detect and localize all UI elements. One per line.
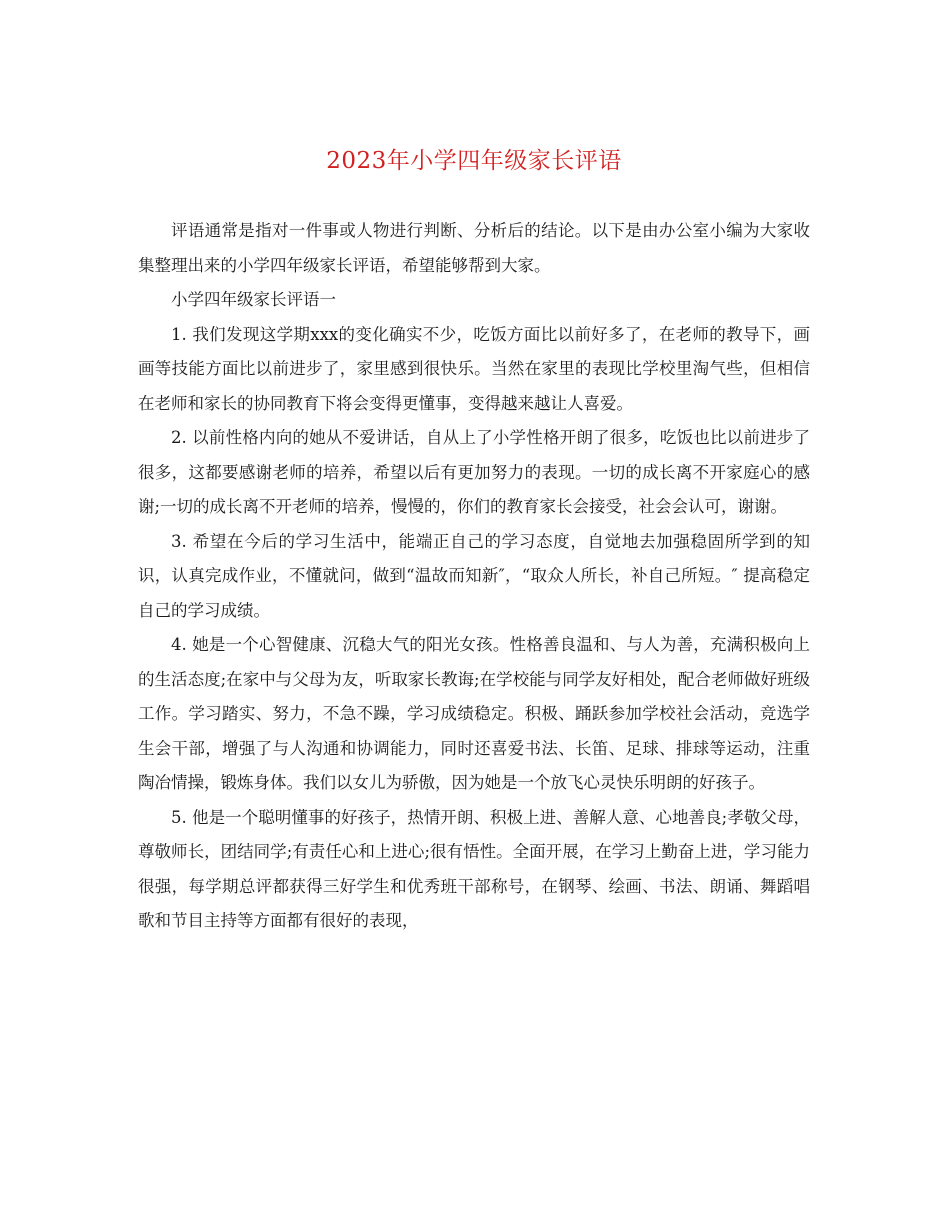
- comment-item-3: 3. 希望在今后的学习生活中，能端正自己的学习态度，自觉地去加强稳固所学到的知识，认真完成作业，不懂就问，做到“温故而知新″，“取众人所长，补自己所短。″ 提高稳定自己的学习成绩。: [138, 531, 810, 620]
- document-title: 2023年小学四年级家长评语: [326, 148, 622, 174]
- comment-item-4: 4. 她是一个心智健康、沉稳大气的阳光女孩。性格善良温和、与人为善，充满积极向上的生活态度;在家中与父母为友，听取家长教诲;在学校能与同学友好相处，配合老师做好班级工作。学习踏实、努力，不急不躁，学习成绩稳定。积极、踊跃参加学校社会活动，竞选学生会干部，增强了与人沟通和协调能力，同时还喜爱书法、长笛、足球、排球等运动，注重陶冶情操，锻炼身体。我们以女儿为骄傲，因为她是一个放飞心灵快乐明朗的好孩子。: [138, 635, 810, 792]
- section-heading: 小学四年级家长评语一: [171, 290, 336, 309]
- comment-item-2: 2. 以前性格内向的她从不爱讲话，自从上了小学性格开朗了很多，吃饭也比以前进步了很多，这都要感谢老师的培养，希望以后有更加努力的表现。一切的成长离不开家庭心的感谢;一切的成长离不开老师的培养，慢慢的，你们的教育家长会接受，社会会认可，谢谢。: [138, 428, 810, 516]
- comment-item-1: 1. 我们发现这学期xxx的变化确实不少，吃饭方面比以前好多了，在老师的教导下，画画等技能方面比以前进步了，家里感到很快乐。当然在家里的表现比学校里淘气些，但相信在老师和家长的协同教育下将会变得更懂事，变得越来越让人喜爱。: [138, 324, 810, 413]
- intro-paragraph: 评语通常是指对一件事或人物进行判断、分析后的结论。以下是由办公室小编为大家收集整理出来的小学四年级家长评语，希望能够帮到大家。: [138, 221, 810, 275]
- comment-item-5: 5. 他是一个聪明懂事的好孩子，热情开朗、积极上进、善解人意、心地善良;孝敬父母，尊敬师长，团结同学;有责任心和上进心;很有悟性。全面开展，在学习上勤奋上进，学习能力很强，每学期总评都获得三好学生和优秀班干部称号，在钢琴、绘画、书法、朗诵、舞蹈唱歌和节目主持等方面都有很好的表现，: [138, 807, 810, 930]
- document-body: [138, 214, 810, 939]
